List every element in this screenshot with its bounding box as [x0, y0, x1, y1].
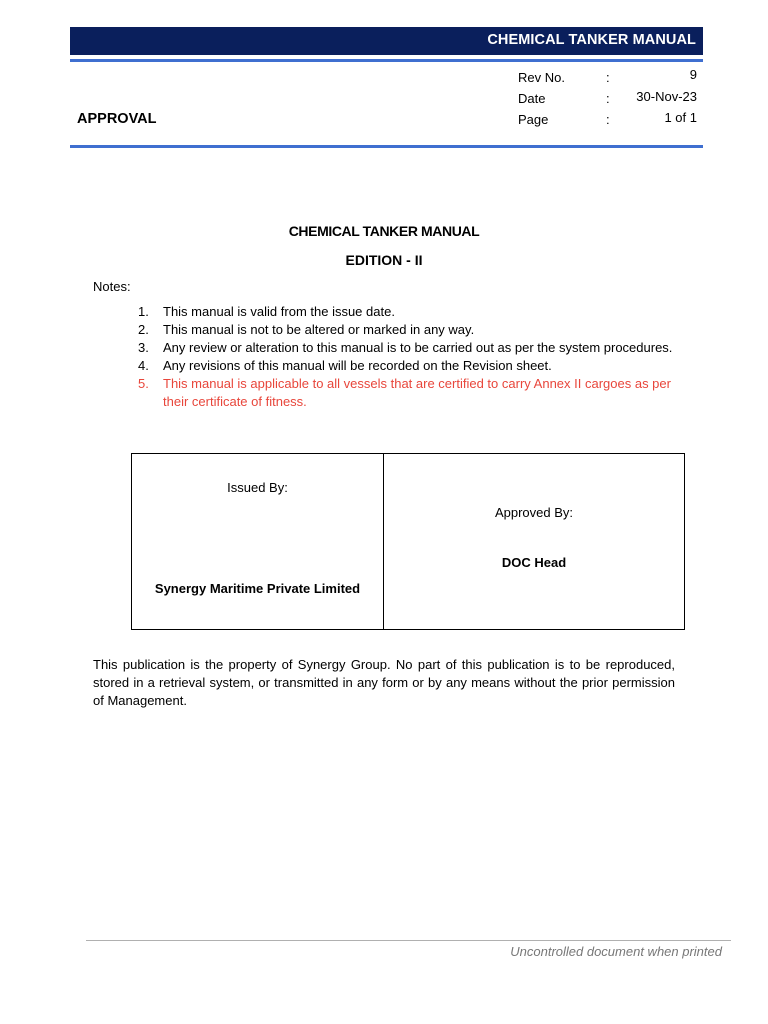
- note-number: 5.: [138, 376, 149, 391]
- note-text: This manual is not to be altered or marked in any way.: [163, 322, 475, 337]
- note-number: 2.: [138, 322, 149, 337]
- note-text: Any revisions of this manual will be recorded on the Revision sheet.: [163, 358, 552, 373]
- meta-colon-date: :: [606, 91, 610, 106]
- meta-label-page: Page: [518, 112, 549, 127]
- note-item-highlight: [138, 375, 678, 411]
- meta-label-date: Date: [518, 91, 546, 106]
- meta-colon-rev: :: [606, 70, 610, 85]
- approver-role: DOC Head: [501, 555, 567, 570]
- meta-label-rev: Rev No.: [518, 70, 565, 85]
- notes-list: [138, 303, 678, 411]
- note-number: 1.: [138, 304, 149, 319]
- edition-label: EDITION - II: [345, 252, 423, 268]
- note-item: [138, 303, 678, 321]
- note-text: Any review or alteration to this manual is to be carried out as per the system procedures.: [163, 340, 673, 355]
- signature-divider: [383, 454, 384, 629]
- meta-value-rev: 9: [689, 67, 697, 82]
- header-banner: [70, 27, 703, 55]
- note-text: This manual is valid from the issue date.: [163, 304, 395, 319]
- document-title: CHEMICAL TANKER MANUAL: [288, 223, 480, 239]
- footer-rule: [86, 940, 731, 941]
- banner-title: CHEMICAL TANKER MANUAL: [487, 32, 696, 48]
- section-title: APPROVAL: [77, 111, 157, 127]
- meta-colon-page: :: [606, 112, 610, 127]
- meta-value-date: 30-Nov-23: [636, 89, 697, 104]
- note-text: This manual is applicable to all vessels that are certified to carry Annex II cargoes as per their certificate of fitness.: [163, 376, 671, 409]
- header-rule-bottom: [70, 145, 703, 148]
- note-number: 3.: [138, 340, 149, 355]
- approved-by-label: Approved By:: [494, 505, 574, 520]
- copyright-notice: This publication is the property of Synergy Group. No part of this publication is to be reproduced, stored in a retrieval system, or transmitted in any form or by any means without the prior permission of Management.: [93, 657, 675, 708]
- note-item: [138, 321, 678, 339]
- header-rule-top: [70, 59, 703, 62]
- note-item: [138, 339, 678, 357]
- notes-label: Notes:: [93, 279, 131, 294]
- meta-value-page: 1 of 1: [664, 110, 697, 125]
- note-item: [138, 357, 678, 375]
- note-number: 4.: [138, 358, 149, 373]
- issuing-organization: Synergy Maritime Private Limited: [154, 581, 361, 596]
- issued-by-label: Issued By:: [227, 480, 288, 495]
- footer-note: Uncontrolled document when printed: [510, 944, 722, 959]
- signature-table: [131, 453, 685, 630]
